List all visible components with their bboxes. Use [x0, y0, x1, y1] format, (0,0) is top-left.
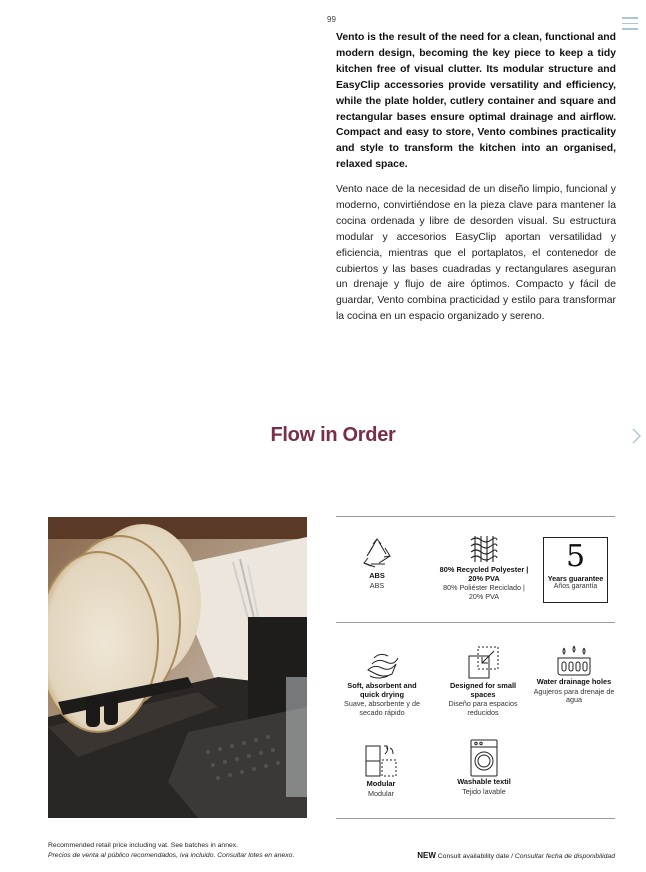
drainage-holes-icon — [555, 644, 593, 678]
intro-text-spanish: Vento nace de la necesidad de un diseño limpio, funcional y moderno, convirtiéndose en la pieza clave para mantener la cocina ordenada y libre de desorden visual. Su estructura modular y accesorios EasyClip aportan versatilidad y eficiencia, mientras que el portaplatos, el contenedor de cubiertos y las bases cuadradas y rectangulares aseguran un drenaje y flujo de aire óptimos. Compacto y fácil de guardar, Vento combina practicidad y estilo para transformar la cocina en un espacio organizado y sereno. — [336, 184, 616, 323]
divider — [336, 516, 615, 517]
footnote-english: Recommended retail price including vat. See batches in annex. — [48, 842, 239, 849]
feature-label-es: Modular — [368, 788, 394, 798]
menu-icon[interactable] — [622, 17, 638, 31]
feature-label-es: Diseño para espacios reducidos — [448, 699, 518, 717]
divider — [336, 622, 615, 623]
availability-footer: NEW Consult availability date / Consultar fecha de disponibilidad — [417, 851, 615, 860]
feature-label: Designed for small spaces — [449, 681, 517, 699]
feature-label: ABS — [369, 571, 385, 580]
drying-cloth-icon — [364, 648, 400, 682]
mesh-fabric-icon — [467, 532, 501, 566]
small-space-icon — [466, 644, 500, 682]
guarantee-badge — [543, 537, 608, 603]
guarantee-years-number: 5 — [565, 539, 586, 574]
feature-label: Soft, absorbent and quick drying — [347, 681, 417, 699]
features-panel — [336, 516, 615, 819]
feature-label: Modular — [366, 779, 396, 788]
feature-recycled-polyester — [439, 532, 529, 601]
feature-label-es: Años garantía — [553, 583, 598, 590]
feature-label: Water drainage holes — [536, 677, 612, 686]
feature-label-es: 80% Poliéster Reciclado | 20% PVA — [443, 583, 525, 601]
feature-label-es: ABS — [369, 580, 385, 590]
footnote-spanish: Precios de venta al público recomendados, iva incluido. Consultar lotes en anexo. — [48, 851, 295, 859]
feature-small-spaces — [438, 644, 528, 717]
feature-label-es: Suave, absorbente y de secado rápido — [344, 699, 420, 717]
feature-soft-absorbent — [337, 648, 427, 717]
new-label: NEW — [417, 851, 436, 860]
feature-label: Years guarantee — [547, 574, 604, 583]
modular-icon — [363, 742, 399, 780]
feature-washable — [439, 738, 529, 796]
price-footnote — [48, 841, 294, 860]
product-photo — [48, 517, 307, 818]
section-title: Flow in Order — [270, 424, 396, 446]
feature-label-es: Agujeros para drenaje de agua — [533, 686, 615, 704]
availability-spanish: Consultar fecha de disponibilidad — [514, 853, 615, 860]
washing-machine-icon — [467, 738, 501, 778]
recycle-icon — [359, 536, 395, 572]
feature-modular — [336, 742, 426, 798]
feature-abs — [332, 536, 422, 590]
feature-label: 80% Recycled Polyester | 20% PVA — [439, 565, 529, 583]
page-number: 99 — [327, 15, 336, 24]
next-page-arrow-icon[interactable] — [630, 428, 642, 444]
divider — [336, 818, 615, 819]
feature-label: Washable textil — [457, 777, 511, 786]
feature-label-es: Tejido lavable — [462, 786, 506, 796]
availability-english: Consult availability date — [437, 853, 510, 860]
feature-water-drainage — [529, 644, 619, 704]
intro-text-english: Vento is the result of the need for a clean, functional and modern design, becoming the key piece to keep a tidy kitchen free of visual clutter. Its modular structure and EasyClip accessories provide versatility and efficiency, while the plate holder, cutlery container and square and rectangular bases ensure optimal drainage and airflow. Compact and easy to store, Vento combines practicality and style to transform the kitchen into an organised, relaxed space. — [336, 32, 616, 171]
